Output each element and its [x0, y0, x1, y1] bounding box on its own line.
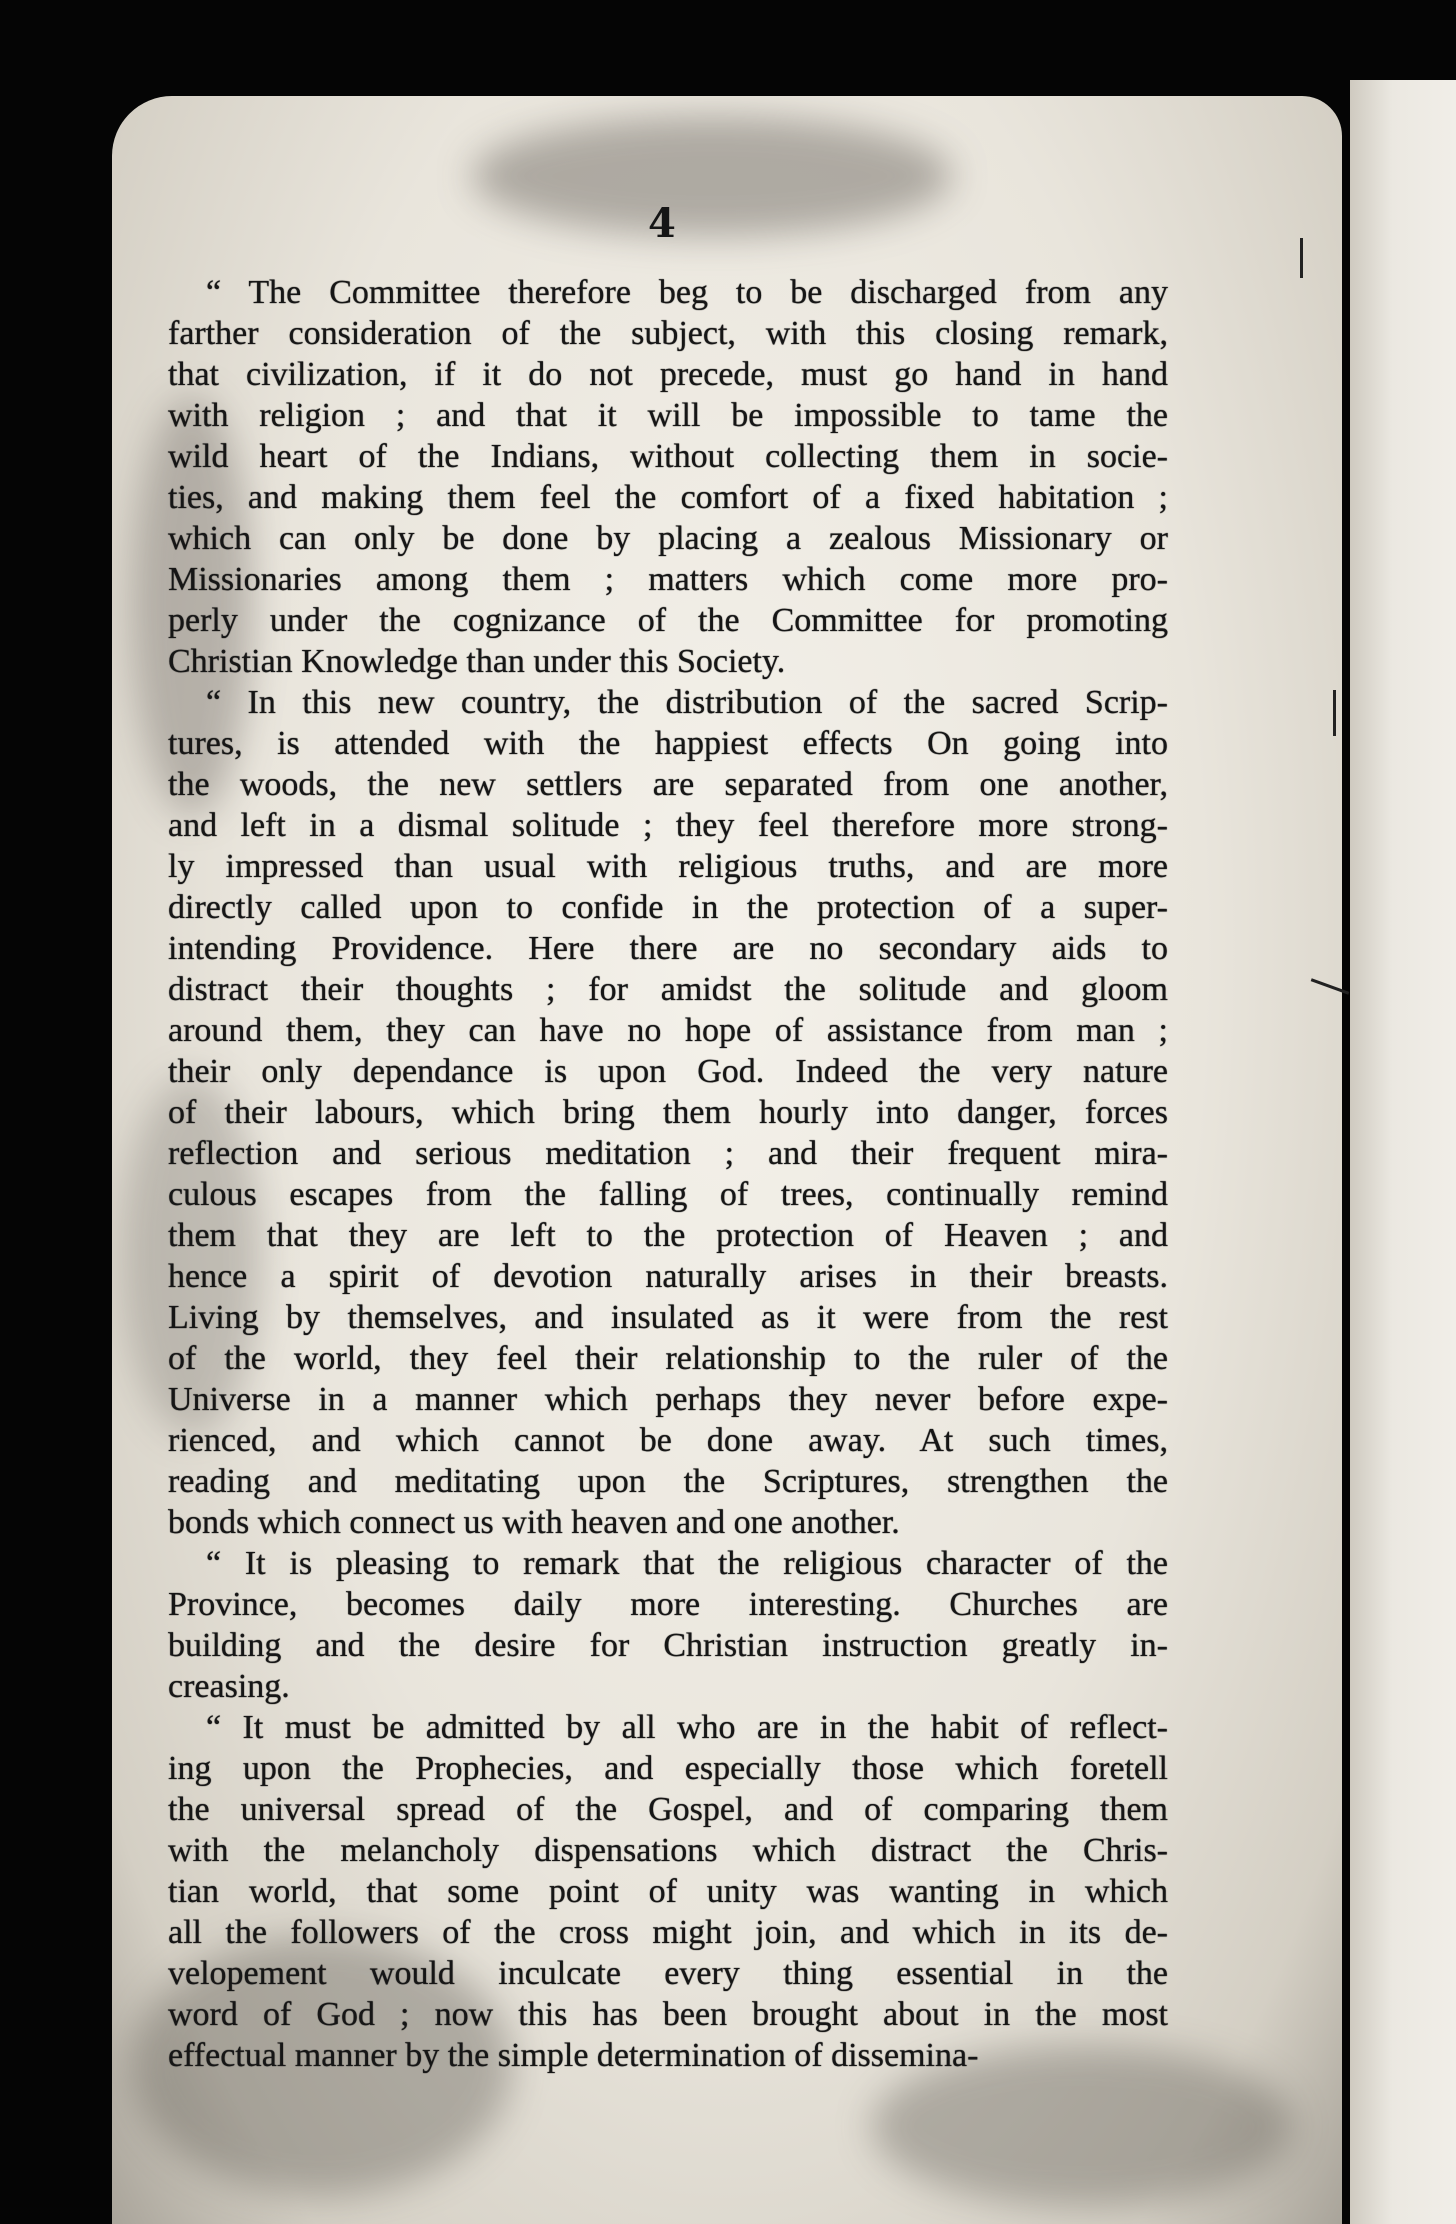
paragraph — [168, 272, 1168, 682]
text-line: with religion ; and that it will be impossible to tame the — [168, 397, 1168, 434]
text-line: farther consideration of the subject, with this closing remark, — [168, 315, 1168, 352]
text-line: distract their thoughts ; for amidst the solitude and gloom — [168, 971, 1168, 1008]
paragraph — [168, 1707, 1168, 2076]
text-line: Christian Knowledge than under this Society. — [168, 643, 786, 680]
text-line: perly under the cognizance of the Committee for promoting — [168, 602, 1168, 639]
text-line: Province, becomes daily more interesting. Churches are — [168, 1586, 1168, 1623]
text-line: culous escapes from the falling of trees, continually remind — [168, 1176, 1168, 1213]
text-line: which can only be done by placing a zealous Missionary or — [168, 520, 1168, 557]
text-line: of the world, they feel their relationship to the ruler of the — [168, 1340, 1168, 1377]
margin-mark — [1300, 238, 1303, 278]
text-line: “ It must be admitted by all who are in the habit of reflect- — [206, 1709, 1168, 1746]
text-line: and left in a dismal solitude ; they feel therefore more strong- — [168, 807, 1168, 844]
text-line: “ The Committee therefore beg to be discharged from any — [206, 274, 1168, 311]
page-number: 4 — [648, 200, 676, 247]
page-stain — [472, 116, 952, 236]
text-line: Living by themselves, and insulated as it were from the rest — [168, 1299, 1168, 1336]
text-line: word of God ; now this has been brought about in the most — [168, 1996, 1168, 2033]
text-line: that civilization, if it do not precede, must go hand in hand — [168, 356, 1168, 393]
text-line: of their labours, which bring them hourly into danger, forces — [168, 1094, 1168, 1131]
text-line: reading and meditating upon the Scriptures, strengthen the — [168, 1463, 1168, 1500]
margin-mark — [1333, 690, 1336, 736]
text-line: Missionaries among them ; matters which come more pro- — [168, 561, 1168, 598]
text-line: building and the desire for Christian instruction greatly in- — [168, 1627, 1168, 1664]
text-line: Universe in a manner which perhaps they never before expe- — [168, 1381, 1168, 1418]
paragraph — [168, 682, 1168, 1543]
text-line: “ In this new country, the distribution of the sacred Scrip- — [206, 684, 1168, 721]
text-line: tian world, that some point of unity was wanting in which — [168, 1873, 1168, 1910]
text-line: the universal spread of the Gospel, and of comparing them — [168, 1791, 1168, 1828]
text-line: “ It is pleasing to remark that the religious character of the — [206, 1545, 1168, 1582]
text-line: them that they are left to the protection of Heaven ; and — [168, 1217, 1168, 1254]
text-line: wild heart of the Indians, without collecting them in socie- — [168, 438, 1168, 475]
text-line: intending Providence. Here there are no secondary aids to — [168, 930, 1168, 967]
text-line: around them, they can have no hope of assistance from man ; — [168, 1012, 1168, 1049]
text-line: hence a spirit of devotion naturally arises in their breasts. — [168, 1258, 1168, 1295]
text-line: velopement would inculcate every thing essential in the — [168, 1955, 1168, 1992]
text-line: their only dependance is upon God. Indeed the very nature — [168, 1053, 1168, 1090]
text-line: with the melancholy dispensations which distract the Chris- — [168, 1832, 1168, 1869]
text-line: ly impressed than usual with religious truths, and are more — [168, 848, 1168, 885]
text-line: directly called upon to confide in the protection of a super- — [168, 889, 1168, 926]
text-line: ties, and making them feel the comfort of a fixed habitation ; — [168, 479, 1168, 516]
text-line: the woods, the new settlers are separated from one another, — [168, 766, 1168, 803]
text-line: rienced, and which cannot be done away. At such times, — [168, 1422, 1168, 1459]
facing-page-edge — [1350, 80, 1456, 2224]
text-line: bonds which connect us with heaven and one another. — [168, 1504, 900, 1541]
text-line: all the followers of the cross might join, and which in its de- — [168, 1914, 1168, 1951]
body-text — [168, 272, 1168, 2076]
text-line: ing upon the Prophecies, and especially those which foretell — [168, 1750, 1168, 1787]
text-line: creasing. — [168, 1668, 290, 1705]
text-line: reflection and serious meditation ; and their frequent mira- — [168, 1135, 1168, 1172]
text-line: effectual manner by the simple determination of dissemina- — [168, 2037, 979, 2074]
text-line: tures, is attended with the happiest effects On going into — [168, 725, 1168, 762]
paragraph — [168, 1543, 1168, 1707]
